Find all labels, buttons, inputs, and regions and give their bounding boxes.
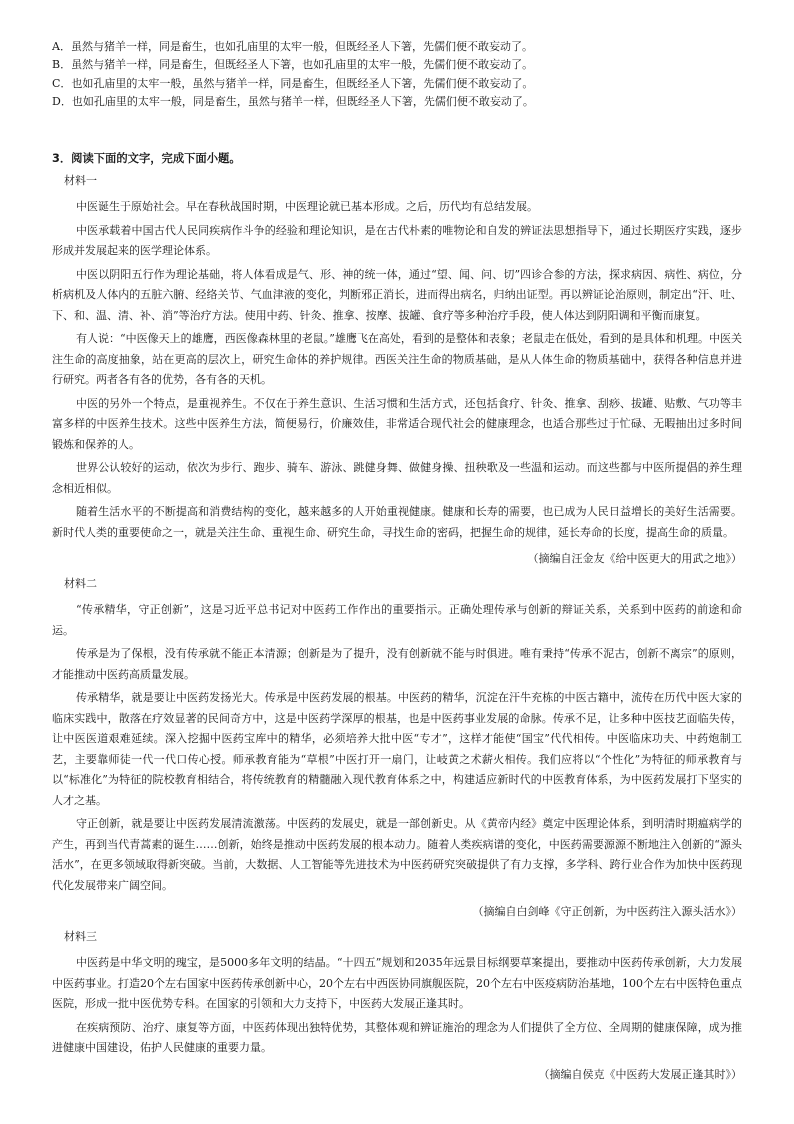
source-citation: （摘编自白剑峰《守正创新，为中医药注入源头活水》）	[472, 905, 742, 918]
material-two	[52, 577, 742, 920]
material-title: 材料二	[64, 577, 97, 590]
paragraph: 中医承载着中国古代人民同疾病作斗争的经验和理论知识，是在古代朴素的唯物论和自发的辨证法思想指导下，通过长期医疗实践，逐步形成并发展起来的医学理论体系。	[52, 223, 742, 257]
paragraph: 中医药是中华文明的瑰宝，是5000多年文明的结晶。“十四五”规划和2035年远景目标纲要草案提出，要推动中医药传承创新，大力发展中医药事业。打造20个左右国家中医药传承创新中心，20个左右中西医协同旗舰医院，20个左右中医疫病防治基地，100个左右中医特色重点医院，形成一批中医优势专科。在国家的引领和大力支持下，中医药大发展正逢其时。	[52, 956, 742, 1010]
paragraph: 在疾病预防、治疗、康复等方面，中医药体现出独特优势，其整体观和辨证施治的理念为人们提供了全方位、全周期的健康保障，成为推进健康中国建设，佑护人民健康的重要力量。	[52, 1020, 742, 1054]
option-a: A．虽然与猪羊一样，同是畜生，也如孔庙里的太牢一般，但既经圣人下箸，先儒们便不敢妄动了。	[52, 40, 533, 53]
material-one	[52, 174, 742, 567]
option-b: B．虽然与猪羊一样，同是畜生，但既经圣人下箸，也如孔庙里的太牢一般，先儒们便不敢妄动了。	[52, 58, 534, 72]
material-three	[52, 930, 742, 1083]
paragraph: 中医诞生于原始社会。早在春秋战国时期，中医理论就已基本形成。之后，历代均有总结发展。	[76, 200, 538, 213]
paragraph: 传承精华，就是要让中医药发扬光大。传承是中医药发展的根基。中医药的精华，沉淀在汗牛充栋的中医古籍中，流传在历代中医大家的临床实践中，散落在疗效显著的民间奇方中，这是中医药学深厚的根基，也是中医药事业发展的命脉。传承不足，让多种中医技艺面临失传，让中医医道艰难延续。深入挖掘中医药宝库中的精华，必须培养大批中医“专才”，这样才能使“国宝”代代相传。中医临床功夫、中药炮制工艺，主要靠师徒一代一代口传心授。师承教育能为“草根”中医打开一扇门，让岐黄之术薪火相传。我们应将以“个性化”为特征的师承教育与以“标准化”为特征的院校教育相结合，将传统教育的精髓融入现代教育体系之中，构建适应新时代的中医教育体系，为中医药发展打下坚实的人才之基。	[52, 691, 742, 807]
material-title: 材料三	[64, 930, 97, 943]
option-d: D．也如孔庙里的太牢一般，同是畜生，虽然与猪羊一样，但既经圣人下箸，先儒们便不敢妄动了。	[52, 94, 534, 108]
paragraph: 随着生活水平的不断提高和消费结构的变化，越来越多的人开始重视健康。健康和长寿的需要，也已成为人民日益增长的美好生活需要。新时代人类的重要使命之一，就是关注生命、重视生命、研究生命，寻找生命的密码，把握生命的规律，延长寿命的长度，提高生命的质量。	[52, 505, 742, 539]
paragraph: 有人说：“中医像天上的雄鹰，西医像森林里的老鼠。”雄鹰飞在高处，看到的是整体和表象；老鼠走在低处，看到的是具体和机理。中医关注生命的高度抽象，站在更高的层次上，研究生命体的养护规律。西医关注生命的物质基础，是从人体生命的物质基础中，获得各种信息并进行研究。两者各有各的优势，各有各的天机。	[52, 332, 742, 386]
option-c: C．也如孔庙里的太牢一般，虽然与猪羊一样，同是畜生，但既经圣人下箸，先儒们便不敢妄动了。	[52, 76, 534, 90]
paragraph: 中医以阴阳五行作为理论基础，将人体看成是气、形、神的统一体，通过“望、闻、问、切”四诊合参的方法，探求病因、病性、病位，分析病机及人体内的五脏六腑、经络关节、气血津液的变化，判断邪正消长，进而得出病名，归纳出证型。再以辨证论治原则，制定出“汗、吐、下、和、温、清、补、消”等治疗方法。使用中药、针灸、推拿、按摩、拔罐、食疗等多种治疗手段，使人体达到阴阳调和平衡而康复。	[52, 267, 742, 322]
paragraph: “传承精华，守正创新”，这是习近平总书记对中医药工作作出的重要指示。正确处理传承与创新的辩证关系，关系到中医药的前途和命运。	[52, 603, 742, 637]
source-citation: （摘编自汪金友《给中医更大的用武之地》）	[527, 552, 742, 565]
paragraph: 世界公认较好的运动，依次为步行、跑步、骑车、游泳、跳健身舞、做健身操、扭秧歌及一些温和运动。而这些都与中医所提倡的养生理念相近相似。	[52, 461, 742, 495]
paragraph: 守正创新，就是要让中医药发展清流激荡。中医药的发展史，就是一部创新史。从《黄帝内经》奠定中医理论体系，到明清时期瘟病学的产生，再到当代青蒿素的诞生……创新，始终是推动中医药发展的根本动力。随着人类疾病谱的变化，中医药需要源源不断地注入创新的“源头活水”，在更多领域取得新突破。当前，大数据、人工智能等先进技术为中医药研究突破提供了有力支撑，多学科、跨行业合作为加快中医药现代化发展带来广阔空间。	[52, 817, 742, 892]
material-title: 材料一	[64, 174, 97, 187]
paragraph: 中医的另外一个特点，是重视养生。不仅在于养生意识、生活习惯和生活方式，还包括食疗、针灸、推拿、刮痧、拔罐、贴敷、气功等丰富多样的中医养生技术。这些中医养生方法，简便易行，价廉效佳，非常适合现代社会的健康理念，也适合那些过于忙碌、无暇抽出过多时间锻炼和保养的人。	[52, 396, 742, 451]
question-heading: 3．阅读下面的文字，完成下面小题。	[52, 152, 241, 165]
paragraph: 传承是为了保根，没有传承就不能正本清源；创新是为了提升，没有创新就不能与时俱进。唯有秉持“传承不泥古，创新不离宗”的原则，才能推动中医药高质量发展。	[52, 647, 742, 681]
reading-materials	[52, 171, 742, 1093]
answer-options	[52, 38, 752, 111]
source-citation: （摘编自侯克《中医药大发展正逢其时》）	[538, 1067, 742, 1081]
